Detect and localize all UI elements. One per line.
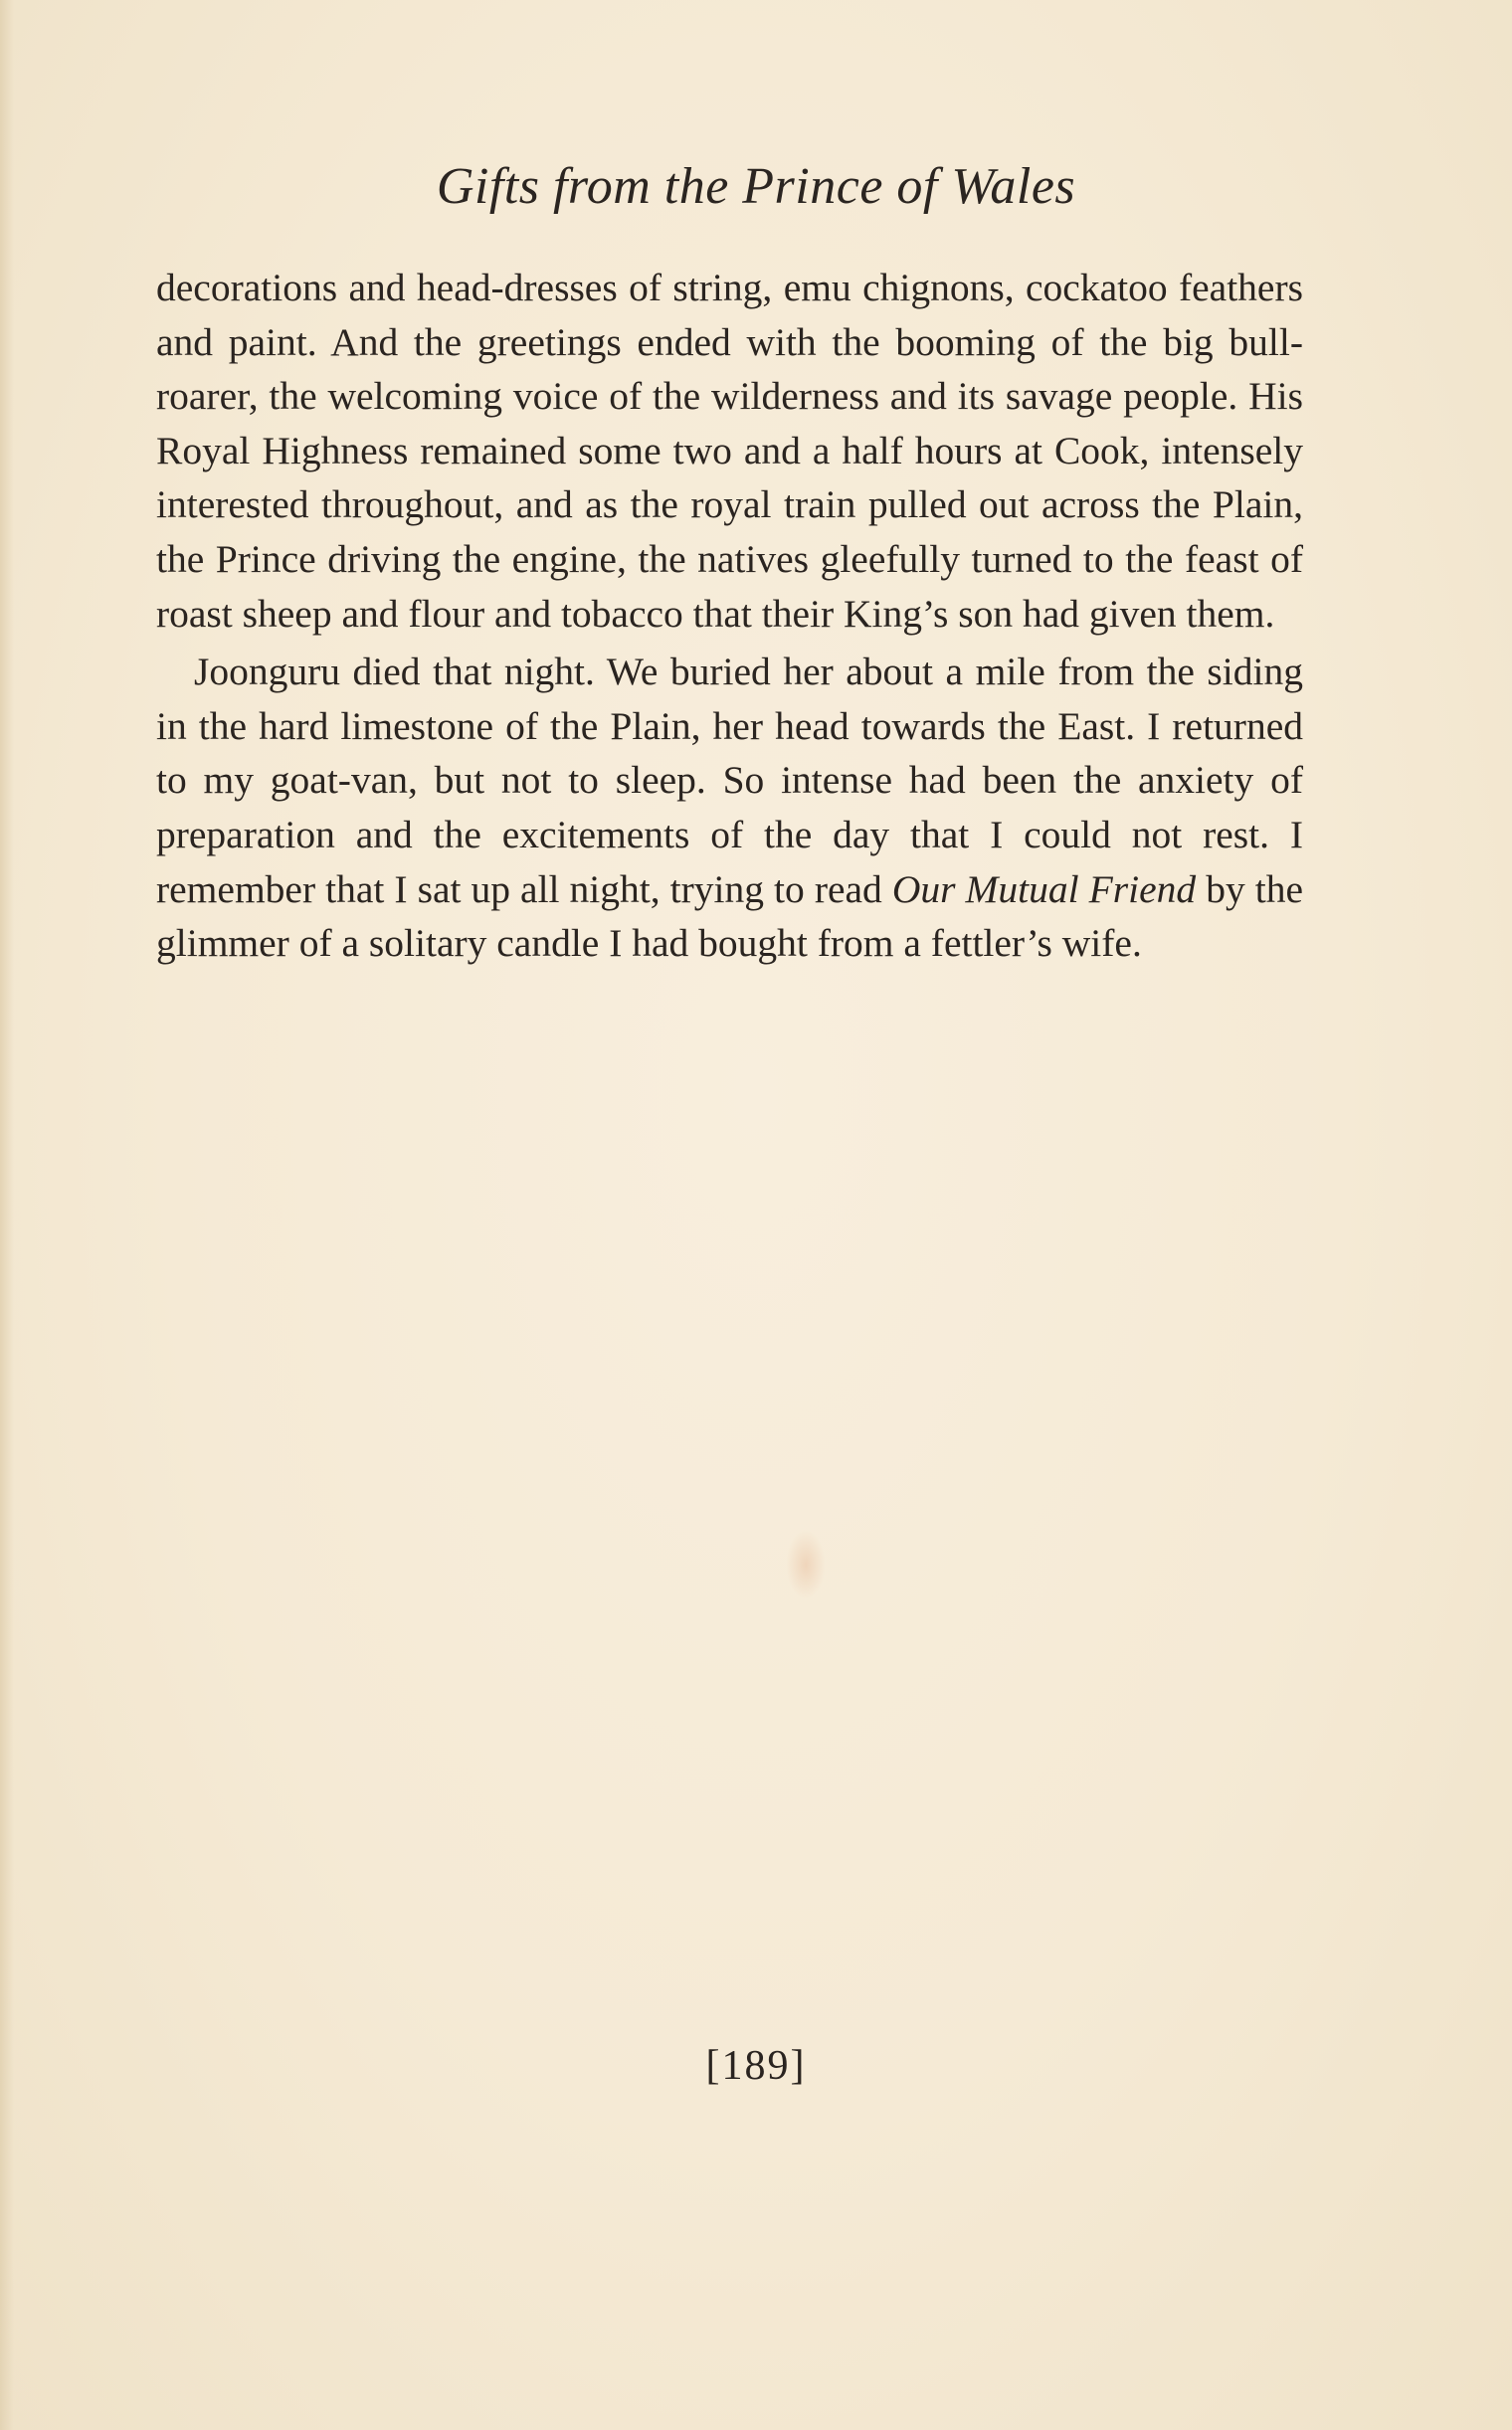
paper-stain bbox=[786, 1530, 826, 1599]
paragraph-2 bbox=[156, 645, 1303, 971]
running-head: Gifts from the Prince of Wales bbox=[436, 158, 1076, 215]
body-text bbox=[156, 261, 1303, 971]
paragraph-2-text-start: Joonguru died that night. We buried her about a mile from the siding in the hard limestone of the Plain, her head towards the East. I returned to my goat-van, but not to sleep. So intense had been the anxiety of preparation and the excitements of the day that I could not rest. I remember that I sat up all night, trying to read bbox=[156, 650, 1303, 911]
book-title-italic: Our Mutual Friend bbox=[891, 866, 1197, 911]
paragraph-2-text-end: by the glimmer of a solitary candle I had bought from a fettler’s wife. bbox=[156, 866, 1303, 966]
page-number: [189] bbox=[705, 2043, 807, 2089]
paragraph-1 bbox=[156, 261, 1303, 641]
paragraph-1-text: decorations and head-dresses of string, emu chignons, cockatoo feathers and paint. And the greetings ended with the booming of the big bull-roarer, the welcoming voice of the wilderness and its savage people. His Royal Highness remained some two and a half hours at Cook, intensely interested throughout, and as the royal train pulled out across the Plain, the Prince driving the engine, the natives gleefully turned to the feast of roast sheep and flour and tobacco that their King’s son had given them. bbox=[156, 266, 1303, 636]
